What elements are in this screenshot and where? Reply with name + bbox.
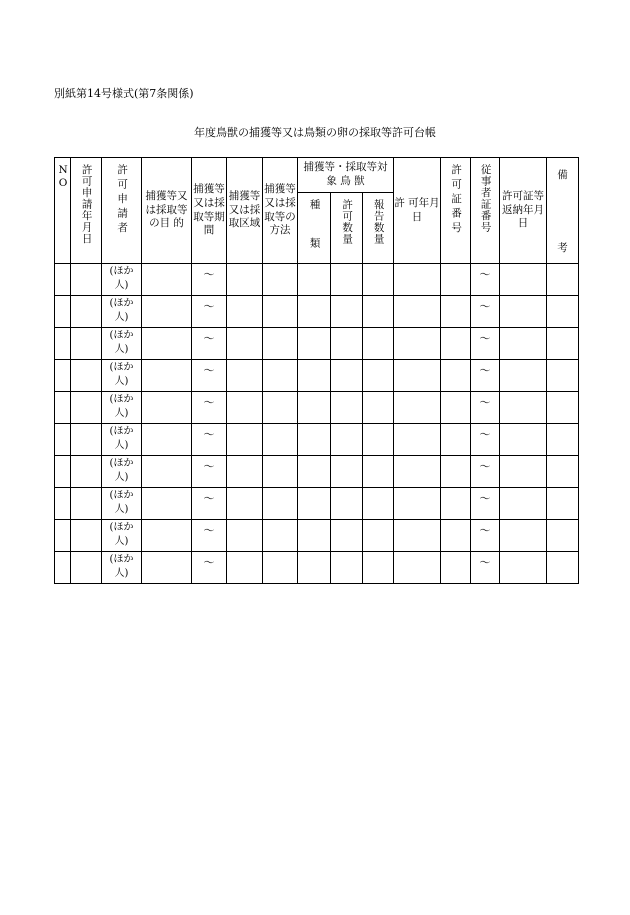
applicant-others-note: (ほか 人) xyxy=(109,426,134,451)
header-applicant xyxy=(102,158,142,264)
header-permit-number-label: 許可証番号 xyxy=(450,164,463,237)
cell-purpose xyxy=(142,520,192,552)
cell-remarks xyxy=(547,264,579,296)
cell-species xyxy=(298,296,331,328)
period-separator: ～ xyxy=(203,268,215,281)
cell-remarks xyxy=(547,552,579,584)
cell-method xyxy=(263,392,298,424)
worker-separator: ～ xyxy=(479,460,491,473)
header-return-date xyxy=(500,158,547,264)
cell-permitted-quantity xyxy=(331,296,363,328)
cell-worker-permit-number xyxy=(471,296,500,328)
cell-permit-date xyxy=(394,328,441,360)
period-separator: ～ xyxy=(203,332,215,345)
cell-no xyxy=(55,488,71,520)
cell-method xyxy=(263,360,298,392)
cell-reported-quantity xyxy=(363,552,394,584)
cell-species xyxy=(298,488,331,520)
cell-permit-date xyxy=(394,264,441,296)
cell-permit-date xyxy=(394,296,441,328)
cell-permit-number xyxy=(441,264,471,296)
cell-permit-date xyxy=(394,520,441,552)
cell-applicant xyxy=(102,360,142,392)
cell-area xyxy=(227,424,263,456)
applicant-others-note: (ほか 人) xyxy=(109,522,134,547)
header-worker-permit-number-label: 従事者証番号 xyxy=(479,164,492,233)
header-method xyxy=(263,158,298,264)
worker-separator: ～ xyxy=(479,364,491,377)
period-separator: ～ xyxy=(203,396,215,409)
cell-area xyxy=(227,296,263,328)
table-row xyxy=(55,456,579,488)
cell-reported-quantity xyxy=(363,360,394,392)
header-area-label: 捕獲等又は採取区域 xyxy=(228,190,261,230)
header-row xyxy=(55,158,579,193)
header-permit-date xyxy=(394,158,441,264)
cell-permitted-quantity xyxy=(331,264,363,296)
applicant-others-note: (ほか 人) xyxy=(109,362,134,387)
cell-method xyxy=(263,328,298,360)
cell-period xyxy=(192,296,227,328)
cell-permit-number xyxy=(441,488,471,520)
cell-species xyxy=(298,520,331,552)
cell-return-date xyxy=(500,520,547,552)
cell-permit-date xyxy=(394,360,441,392)
cell-applicant xyxy=(102,552,142,584)
cell-method xyxy=(263,552,298,584)
cell-area xyxy=(227,360,263,392)
header-worker-permit-number xyxy=(471,158,500,264)
cell-method xyxy=(263,456,298,488)
cell-permitted-quantity xyxy=(331,520,363,552)
cell-purpose xyxy=(142,296,192,328)
cell-reported-quantity xyxy=(363,520,394,552)
cell-applicant xyxy=(102,424,142,456)
cell-permit-date xyxy=(394,392,441,424)
cell-worker-permit-number xyxy=(471,360,500,392)
table-row xyxy=(55,360,579,392)
cell-reported-quantity xyxy=(363,328,394,360)
cell-purpose xyxy=(142,264,192,296)
cell-area xyxy=(227,552,263,584)
header-period xyxy=(192,158,227,264)
header-method-label: 捕獲等又は採取等の方法 xyxy=(264,183,296,237)
cell-application-date xyxy=(71,424,102,456)
period-separator: ～ xyxy=(203,492,215,505)
cell-return-date xyxy=(500,488,547,520)
header-return-date-label: 許可証等返納年月日 xyxy=(502,190,544,230)
cell-reported-quantity xyxy=(363,296,394,328)
cell-species xyxy=(298,552,331,584)
period-separator: ～ xyxy=(203,300,215,313)
permit-ledger-table xyxy=(54,157,579,584)
worker-separator: ～ xyxy=(479,396,491,409)
cell-permit-number xyxy=(441,392,471,424)
cell-species xyxy=(298,424,331,456)
worker-separator: ～ xyxy=(479,300,491,313)
cell-permit-number xyxy=(441,456,471,488)
period-separator: ～ xyxy=(203,524,215,537)
cell-permit-number xyxy=(441,296,471,328)
cell-no xyxy=(55,360,71,392)
applicant-others-note: (ほか 人) xyxy=(109,266,134,291)
cell-purpose xyxy=(142,552,192,584)
cell-reported-quantity xyxy=(363,264,394,296)
header-permit-number xyxy=(441,158,471,264)
header-reported-quantity xyxy=(363,193,394,264)
cell-method xyxy=(263,520,298,552)
worker-separator: ～ xyxy=(479,268,491,281)
header-period-label: 捕獲等又は採取等期間 xyxy=(193,183,225,237)
cell-remarks xyxy=(547,520,579,552)
cell-reported-quantity xyxy=(363,392,394,424)
cell-permit-date xyxy=(394,424,441,456)
cell-remarks xyxy=(547,296,579,328)
cell-worker-permit-number xyxy=(471,520,500,552)
header-permit-date-label: 許 可年月日 xyxy=(394,196,440,223)
cell-application-date xyxy=(71,296,102,328)
cell-purpose xyxy=(142,488,192,520)
cell-area xyxy=(227,456,263,488)
worker-separator: ～ xyxy=(479,428,491,441)
cell-application-date xyxy=(71,328,102,360)
cell-purpose xyxy=(142,360,192,392)
header-applicant-label: 許可申請者 xyxy=(116,164,129,237)
cell-method xyxy=(263,264,298,296)
period-separator: ～ xyxy=(203,460,215,473)
cell-worker-permit-number xyxy=(471,488,500,520)
cell-period xyxy=(192,392,227,424)
cell-no xyxy=(55,328,71,360)
cell-species xyxy=(298,456,331,488)
cell-remarks xyxy=(547,456,579,488)
header-remarks-top: 備 xyxy=(557,168,568,181)
cell-remarks xyxy=(547,488,579,520)
header-application-date xyxy=(71,158,102,264)
cell-no xyxy=(55,552,71,584)
table-row xyxy=(55,264,579,296)
cell-worker-permit-number xyxy=(471,456,500,488)
cell-application-date xyxy=(71,552,102,584)
cell-applicant xyxy=(102,296,142,328)
applicant-others-note: (ほか 人) xyxy=(109,458,134,483)
cell-permit-date xyxy=(394,488,441,520)
cell-area xyxy=(227,264,263,296)
worker-separator: ～ xyxy=(479,556,491,569)
cell-permitted-quantity xyxy=(331,488,363,520)
header-target-group xyxy=(298,158,394,193)
worker-separator: ～ xyxy=(479,524,491,537)
cell-reported-quantity xyxy=(363,488,394,520)
cell-no xyxy=(55,520,71,552)
cell-permitted-quantity xyxy=(331,424,363,456)
cell-species xyxy=(298,328,331,360)
cell-species xyxy=(298,392,331,424)
cell-no xyxy=(55,392,71,424)
cell-permit-date xyxy=(394,456,441,488)
header-application-date-label: 許可申請年月日 xyxy=(80,164,93,245)
cell-area xyxy=(227,488,263,520)
cell-method xyxy=(263,488,298,520)
table-row xyxy=(55,488,579,520)
applicant-others-note: (ほか 人) xyxy=(109,554,134,579)
ledger-body xyxy=(55,264,579,584)
cell-application-date xyxy=(71,264,102,296)
table-row xyxy=(55,328,579,360)
header-purpose-label: 捕獲等又は採取等の目 的 xyxy=(145,190,188,230)
cell-applicant xyxy=(102,328,142,360)
header-remarks-bottom: 考 xyxy=(557,241,568,254)
worker-separator: ～ xyxy=(479,492,491,505)
cell-remarks xyxy=(547,360,579,392)
cell-reported-quantity xyxy=(363,456,394,488)
cell-worker-permit-number xyxy=(471,392,500,424)
cell-permitted-quantity xyxy=(331,360,363,392)
cell-no xyxy=(55,456,71,488)
cell-remarks xyxy=(547,424,579,456)
cell-permitted-quantity xyxy=(331,456,363,488)
cell-area xyxy=(227,328,263,360)
cell-permit-number xyxy=(441,424,471,456)
cell-application-date xyxy=(71,392,102,424)
cell-period xyxy=(192,552,227,584)
form-number: 別紙第14号様式(第7条関係) xyxy=(54,87,194,100)
header-target-group-label: 捕獲等・採取等対 象 鳥 獣 xyxy=(303,161,388,187)
header-reported-quantity-label: 報告数量 xyxy=(372,199,385,245)
cell-period xyxy=(192,360,227,392)
table-row xyxy=(55,552,579,584)
cell-permitted-quantity xyxy=(331,392,363,424)
header-species xyxy=(298,193,331,264)
cell-species xyxy=(298,360,331,392)
cell-return-date xyxy=(500,456,547,488)
cell-permit-date xyxy=(394,552,441,584)
applicant-others-note: (ほか 人) xyxy=(109,330,134,355)
document-title: 年度鳥獣の捕獲等又は鳥類の卵の採取等許可台帳 xyxy=(194,126,436,139)
cell-return-date xyxy=(500,264,547,296)
worker-separator: ～ xyxy=(479,332,491,345)
cell-no xyxy=(55,424,71,456)
cell-applicant xyxy=(102,488,142,520)
cell-return-date xyxy=(500,328,547,360)
cell-applicant xyxy=(102,520,142,552)
header-no-label: NO xyxy=(57,164,70,190)
cell-period xyxy=(192,520,227,552)
cell-application-date xyxy=(71,488,102,520)
cell-permit-number xyxy=(441,552,471,584)
cell-applicant xyxy=(102,392,142,424)
cell-period xyxy=(192,456,227,488)
cell-permit-number xyxy=(441,328,471,360)
table-row xyxy=(55,392,579,424)
header-no xyxy=(55,158,71,264)
cell-area xyxy=(227,520,263,552)
header-species-label: 種 類 xyxy=(308,199,321,256)
table-row xyxy=(55,296,579,328)
cell-worker-permit-number xyxy=(471,264,500,296)
cell-return-date xyxy=(500,360,547,392)
cell-purpose xyxy=(142,424,192,456)
cell-purpose xyxy=(142,328,192,360)
cell-method xyxy=(263,296,298,328)
cell-method xyxy=(263,424,298,456)
applicant-others-note: (ほか 人) xyxy=(109,298,134,323)
header-remarks xyxy=(547,158,579,264)
period-separator: ～ xyxy=(203,364,215,377)
cell-application-date xyxy=(71,360,102,392)
applicant-others-note: (ほか 人) xyxy=(109,490,134,515)
header-permitted-quantity xyxy=(331,193,363,264)
period-separator: ～ xyxy=(203,556,215,569)
cell-return-date xyxy=(500,424,547,456)
cell-permitted-quantity xyxy=(331,552,363,584)
cell-no xyxy=(55,264,71,296)
cell-period xyxy=(192,328,227,360)
header-purpose xyxy=(142,158,192,264)
cell-applicant xyxy=(102,264,142,296)
cell-period xyxy=(192,488,227,520)
cell-remarks xyxy=(547,392,579,424)
period-separator: ～ xyxy=(203,428,215,441)
cell-application-date xyxy=(71,456,102,488)
header-permitted-quantity-label: 許可数量 xyxy=(341,199,354,245)
cell-return-date xyxy=(500,392,547,424)
cell-permit-number xyxy=(441,360,471,392)
cell-period xyxy=(192,264,227,296)
cell-species xyxy=(298,264,331,296)
cell-purpose xyxy=(142,392,192,424)
cell-reported-quantity xyxy=(363,424,394,456)
cell-return-date xyxy=(500,296,547,328)
cell-no xyxy=(55,296,71,328)
cell-area xyxy=(227,392,263,424)
cell-worker-permit-number xyxy=(471,552,500,584)
cell-permit-number xyxy=(441,520,471,552)
table-row xyxy=(55,424,579,456)
cell-return-date xyxy=(500,552,547,584)
cell-permitted-quantity xyxy=(331,328,363,360)
cell-worker-permit-number xyxy=(471,424,500,456)
cell-applicant xyxy=(102,456,142,488)
cell-application-date xyxy=(71,520,102,552)
cell-purpose xyxy=(142,456,192,488)
applicant-others-note: (ほか 人) xyxy=(109,394,134,419)
header-area xyxy=(227,158,263,264)
cell-period xyxy=(192,424,227,456)
cell-remarks xyxy=(547,328,579,360)
table-row xyxy=(55,520,579,552)
cell-worker-permit-number xyxy=(471,328,500,360)
